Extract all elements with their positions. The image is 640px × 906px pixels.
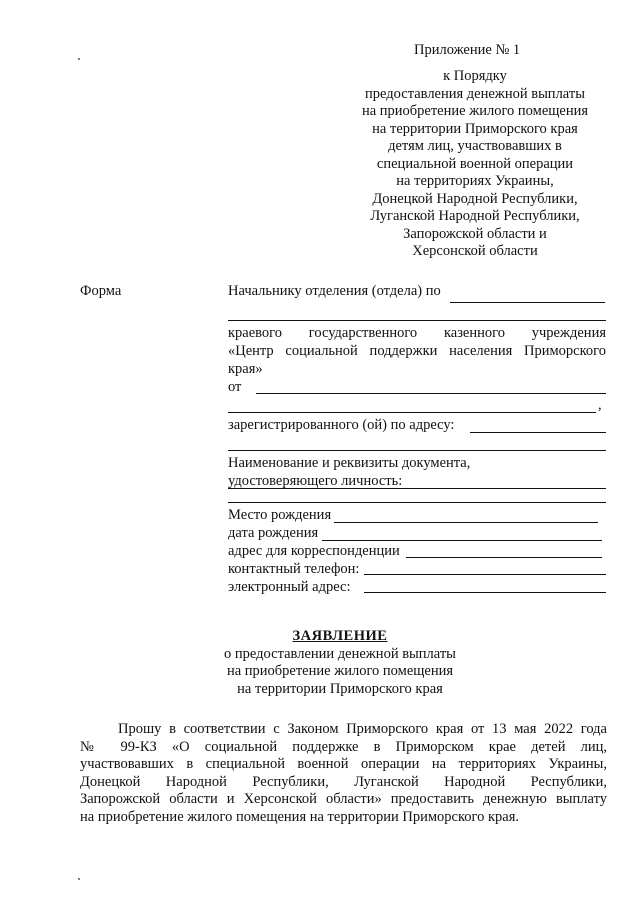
appendix-line: на приобретение жилого помещения bbox=[361, 103, 589, 119]
identity-doc-line-2[interactable] bbox=[228, 502, 606, 503]
email-line[interactable] bbox=[364, 592, 606, 593]
statement-subtitle-line: на приобретение жилого помещения bbox=[226, 663, 454, 679]
statement-title: ЗАЯВЛЕНИЕ bbox=[292, 628, 388, 644]
mail-address-label: адрес для корреспонденции bbox=[228, 543, 400, 559]
statement-body-row: Донецкой Народной Республики, Луганской Народной Республики, bbox=[80, 773, 607, 790]
registered-address-label: зарегистрированного (ой) по адресу: bbox=[228, 417, 455, 433]
appendix-line: Луганской Народной Республики, bbox=[370, 208, 580, 224]
institution-line-last: края» bbox=[228, 361, 263, 377]
statement-body-row: на приобретение жилого помещения на территории Приморского края. bbox=[80, 808, 520, 825]
birthdate-label: дата рождения bbox=[228, 525, 319, 541]
birthplace-label: Место рождения bbox=[228, 507, 332, 523]
appendix-line: на территориях Украины, bbox=[396, 173, 554, 189]
scan-dot-bottom bbox=[78, 878, 80, 880]
form-label: Форма bbox=[80, 283, 122, 299]
institution-lines bbox=[228, 324, 606, 360]
statement-body bbox=[80, 721, 607, 827]
identity-doc-line[interactable] bbox=[228, 488, 606, 489]
appendix-line: Херсонской области bbox=[412, 243, 538, 259]
institution-line: краевого государственного казенного учреждения bbox=[228, 325, 606, 341]
department-field-line[interactable] bbox=[450, 302, 605, 303]
statement-subtitle-line: о предоставлении денежной выплаты bbox=[224, 645, 456, 662]
institution-line: «Центр социальной поддержки населения Приморского bbox=[228, 343, 606, 359]
appendix-line: на территории Приморского края bbox=[372, 120, 578, 137]
statement-body-row: участвовавших в специальной военной операции на территориях Украины, bbox=[80, 756, 607, 773]
from-label: от bbox=[228, 379, 242, 395]
appendix-line: Донецкой Народной Республики, bbox=[372, 190, 578, 207]
statement-body-row: № 99-КЗ «О социальной поддержке в Приморском крае детей лиц, bbox=[80, 738, 607, 755]
scan-dot-top bbox=[78, 58, 80, 60]
appendix-lines bbox=[330, 68, 620, 261]
to-head-label: Начальнику отделения (отдела) по bbox=[228, 283, 441, 299]
identity-doc-label-1: Наименование и реквизиты документа, bbox=[228, 455, 471, 471]
statement-subtitle-line: на территории Приморского края bbox=[237, 680, 443, 697]
identity-doc-label-2: удостоверяющего личность: bbox=[228, 473, 403, 489]
comma-mark: , bbox=[598, 397, 602, 413]
department-field-line-2[interactable] bbox=[228, 320, 606, 321]
statement-body-row: Запорожской области и Херсонской области» предоставить денежную выплату bbox=[80, 791, 607, 808]
appendix-line: специальной военной операции bbox=[376, 155, 574, 172]
appendix-line: Запорожской области и bbox=[403, 225, 547, 242]
applicant-name-line[interactable] bbox=[256, 393, 606, 394]
registered-address-line[interactable] bbox=[470, 432, 606, 433]
statement-header bbox=[80, 628, 600, 698]
phone-line[interactable] bbox=[364, 574, 606, 575]
appendix-title: Приложение № 1 bbox=[414, 42, 521, 58]
mail-address-line[interactable] bbox=[406, 557, 602, 558]
phone-label: контактный телефон: bbox=[228, 561, 360, 577]
birthplace-line[interactable] bbox=[334, 522, 598, 523]
appendix-line: к Порядку bbox=[443, 68, 507, 84]
statement-body-row: Прошу в соответствии с Законом Приморского края от 13 мая 2022 года bbox=[118, 721, 607, 737]
applicant-name-line-2[interactable] bbox=[228, 412, 596, 413]
email-label: электронный адрес: bbox=[228, 579, 351, 595]
birthdate-line[interactable] bbox=[322, 540, 602, 541]
registered-address-line-2[interactable] bbox=[228, 450, 606, 451]
appendix-line: детям лиц, участвовавших в bbox=[388, 138, 562, 154]
appendix-line: предоставления денежной выплаты bbox=[365, 85, 585, 102]
